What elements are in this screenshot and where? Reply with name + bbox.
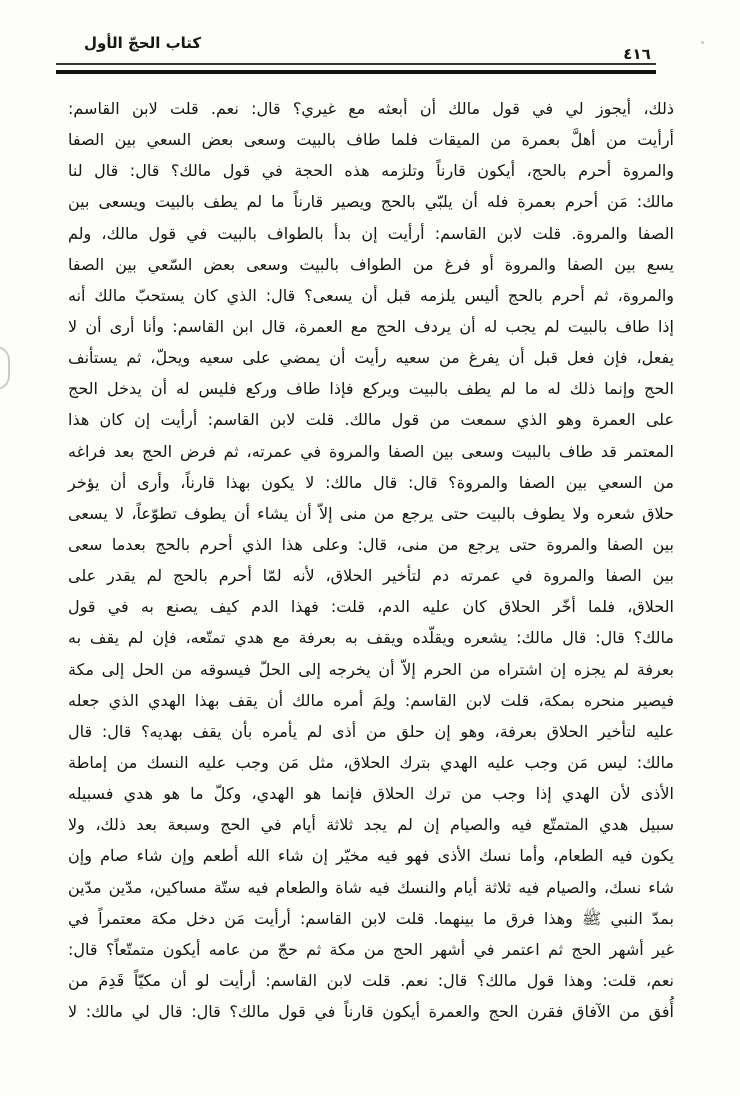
text-line: عليه لتأخير الحلاق بعرفة، وهو إن حلق من أذى لم يأمره بأن يقف بهديه؟ قال: قال	[68, 721, 674, 741]
text-line: بين الصفا والمروة حتى يرجع من منى، قال: وعلى هذا الذي أحرم بالحج بعدما سعى	[68, 534, 674, 554]
header-rule-thick	[56, 70, 656, 74]
text-line: الحلاق، فلما أخّر الحلاق كان عليه الدم، قلت: فهذا الدم كيف يصنع به في قول	[68, 597, 674, 617]
body-text-block	[68, 93, 674, 1027]
text-line: الأذى لأن الهدي إذا وجب من ترك الحلاق فإنما هو الهدي، وكلّ ما هو هدي فسبيله	[68, 784, 674, 804]
text-line: مالك؟ قال: قال مالك: يشعره ويقلّده ويقف به بعرفة مع هدي تمتّعه، فإن لم يقف به	[68, 628, 674, 648]
text-line: على العمرة وهو الذي سمعت من قول مالك. قلت لابن القاسم: أرأيت إن كان هذا	[68, 410, 674, 430]
text-line: أُفق من الآفاق فقرن الحج والعمرة أيكون قارناً في قول مالك؟ قال: قال لي مالك: لا	[68, 1002, 674, 1022]
text-line: حلاق شعره ولا يطوف بالبيت حتى يرجع من منى إلاّ أن يشاء أن يطوف تطوّعاً، لا يسعى	[68, 503, 674, 523]
text-line: يكون فيه الطعام، وأما نسك الأذى فهو فيه مخيّر إن شاء الله أطعم وإن شاء صام وإن	[68, 846, 674, 866]
text-line: من السعي بين الصفا والمروة؟ قال: قال مالك: لا يكون بهذا قارناً، وأرى أن يؤخر	[68, 472, 674, 492]
text-line: سبيل هدي المتمتّع فيه والصيام إن لم يجد ثلاثة أيام في الحج وسبعة بعد ذلك، ولا	[68, 815, 674, 835]
text-line: الحج وإنما ذلك له ما لم يطف بالبيت ويركع فإذا طاف وركع فليس له أن يدخل الحج	[68, 379, 674, 399]
scan-speck	[701, 41, 704, 44]
text-line: يفعل، فإن فعل قبل أن يفرغ من سعيه رأيت أن يمضي على سعيه ويحلّ، ثم يستأنف	[68, 348, 674, 368]
text-line: إذا طاف بالبيت لم يجب له أن يردف الحج مع العمرة، قال ابن القاسم: وأنا أرى أن لا	[68, 316, 674, 336]
text-line: نعم، قلت: وهذا قول مالك؟ قال: نعم. قلت لابن القاسم: أرأيت لو أن مكيّاً قَدِمَ من	[68, 970, 674, 990]
text-line: غير أشهر الحج ثم اعتمر في أشهر الحج من مكة ثم حجّ من عامه أيكون متمتّعاً؟ قال:	[68, 939, 674, 959]
text-line: الصفا والمروة. قلت لابن القاسم: أرأيت إن بدأ بالطواف بالبيت في قول مالك، ولم	[68, 223, 674, 243]
text-line: بين الصفا والمروة في عمرته دم لتأخير الحلاق، لأنه لمّا أحرم بالحج لم يقدر على	[68, 566, 674, 586]
text-line: يسع بين الصفا والمروة أو فرغ من الطواف بالبيت وسعى بعض السّعي بين الصفا	[68, 254, 674, 274]
text-line: بعرفة لم يجزه إن اشتراه من الحرم إلاّ أن يخرجه إلى الحلّ فيسوقه من الحل إلى مكة	[68, 659, 674, 679]
header-rule-thin	[56, 63, 656, 65]
text-line: مالك: مَن أحرم بعمرة فله أن يلبّي بالحج ويصير قارناً ما لم يطف بالبيت ويسعى بين	[68, 192, 674, 212]
text-line: مالك: ليس مَن وجب عليه الهدي بترك الحلاق، مثل مَن وجب عليه النسك من إماطة	[68, 752, 674, 772]
text-line: المعتمر قد طاف بالبيت وسعى بين الصفا والمروة في عمرته، ثم فرض الحج بعد فراغه	[68, 441, 674, 461]
text-line: أرأيت من أهلَّ بعمرة من الميقات فلما طاف بالبيت وسعى بعض السعي بين الصفا	[68, 130, 674, 150]
text-line: فيصير منحره بمكة، قلت لابن القاسم: ولِمَ أمره مالك أن يقف بهذا الهدي الذي جعله	[68, 690, 674, 710]
page-number: ٤١٦	[623, 45, 651, 63]
text-line: بمدّ النبي ﷺ وهذا فرق ما بينهما. قلت لابن القاسم: أرأيت مَن دخل مكة معتمراً في	[68, 908, 674, 928]
text-line: ذلك، أيجوز لي في قول مالك أن أبعثه مع غيري؟ قال: نعم. قلت لابن القاسم:	[68, 99, 674, 118]
text-line: شاء نسك، والصيام فيه ثلاثة أيام والنسك فيه شاة والطعام فيه ستّة مساكين، مدّين مدّين	[68, 877, 674, 897]
text-line: والمروة، ثم أحرم بالحج أليس يلزمه قبل أن يسعى؟ قال: الذي كان يستحبّ مالك أنه	[68, 285, 674, 305]
running-header-title: كتاب الحجّ الأول	[84, 34, 202, 52]
scan-artifact-margin-arc	[0, 346, 10, 390]
text-line: والمروة أحرم بالحج، أيكون قارناً وتلزمه هذه الحجة في قول مالك؟ قال: قال لنا	[68, 161, 674, 181]
scan-speck	[520, 212, 522, 214]
